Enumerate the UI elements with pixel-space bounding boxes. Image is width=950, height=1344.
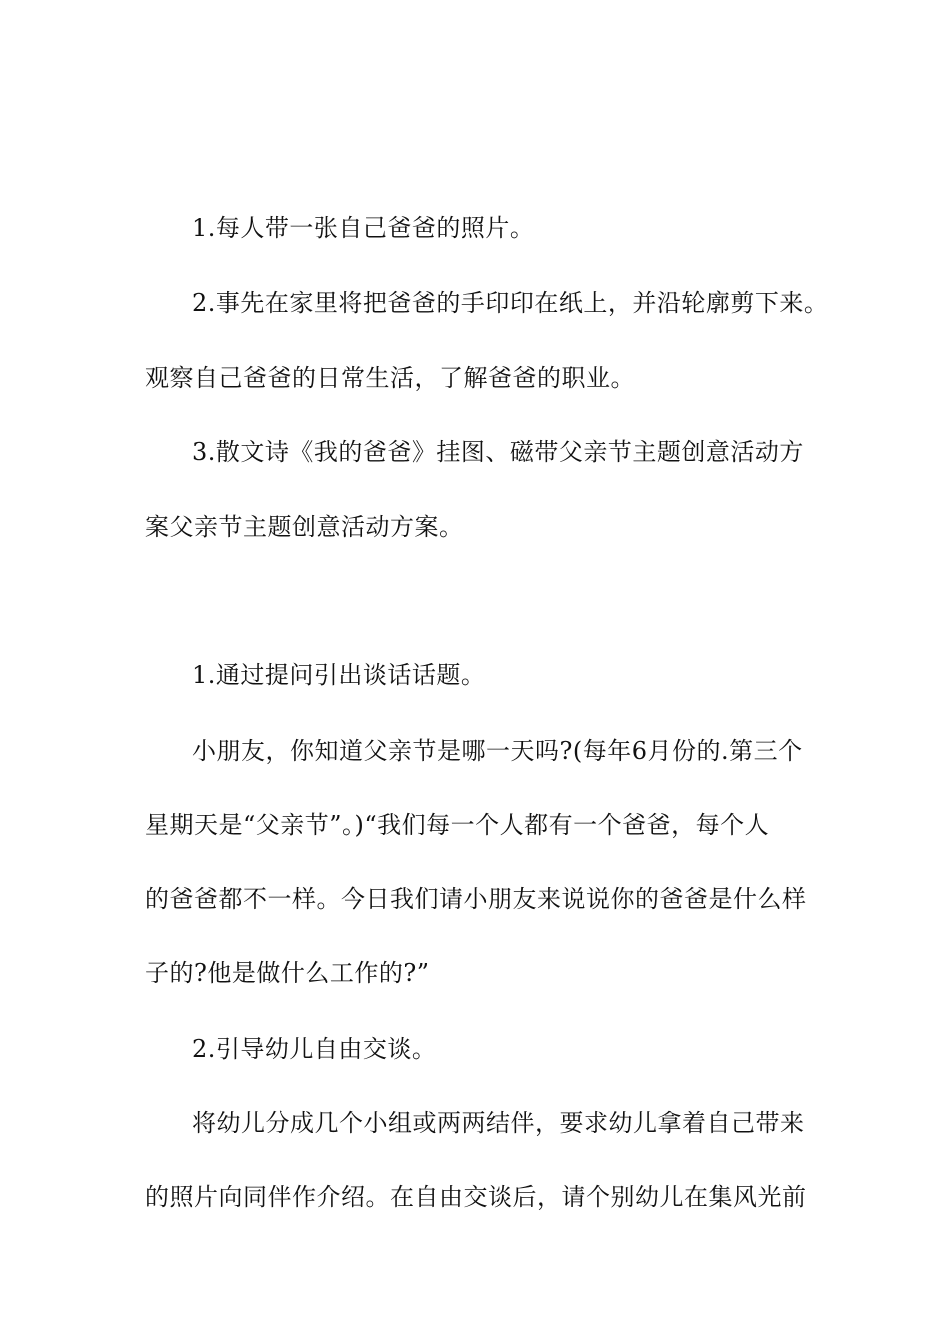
process-step-1-paragraph-line-3: 的爸爸都不一样。今日我们请小朋友来说说你的爸爸是什么样 [145,885,807,913]
materials-item-1: 1.每人带一张自己爸爸的照片。 [192,214,535,242]
process-step-1-paragraph-line-2: 星期天是“父亲节”。)“我们每一个人都有一个爸爸，每个人 [145,811,770,839]
process-step-1-paragraph: 小朋友，你知道父亲节是哪一天吗?(每年6月份的.第三个 [192,737,803,765]
process-step-1-paragraph-line-4: 子的?他是做什么工作的?” [145,959,430,987]
materials-item-2-continued: 观察自己爸爸的日常生活，了解爸爸的职业。 [145,364,635,392]
process-step-1: 1.通过提问引出谈话话题。 [192,661,486,689]
materials-item-3: 3.散文诗《我的爸爸》挂图、磁带父亲节主题创意活动方 [192,438,804,466]
process-step-2-paragraph-line-2: 的照片向同伴作介绍。在自由交谈后，请个别幼儿在集风光前 [145,1183,807,1211]
materials-item-2: 2.事先在家里将把爸爸的手印印在纸上，并沿轮廓剪下来。 [192,289,829,317]
process-step-2-paragraph: 将幼儿分成几个小组或两两结伴，要求幼儿拿着自己带来 [192,1109,805,1137]
process-step-2: 2.引导幼儿自由交谈。 [192,1035,437,1063]
materials-item-3-continued: 案父亲节主题创意活动方案。 [145,513,464,541]
